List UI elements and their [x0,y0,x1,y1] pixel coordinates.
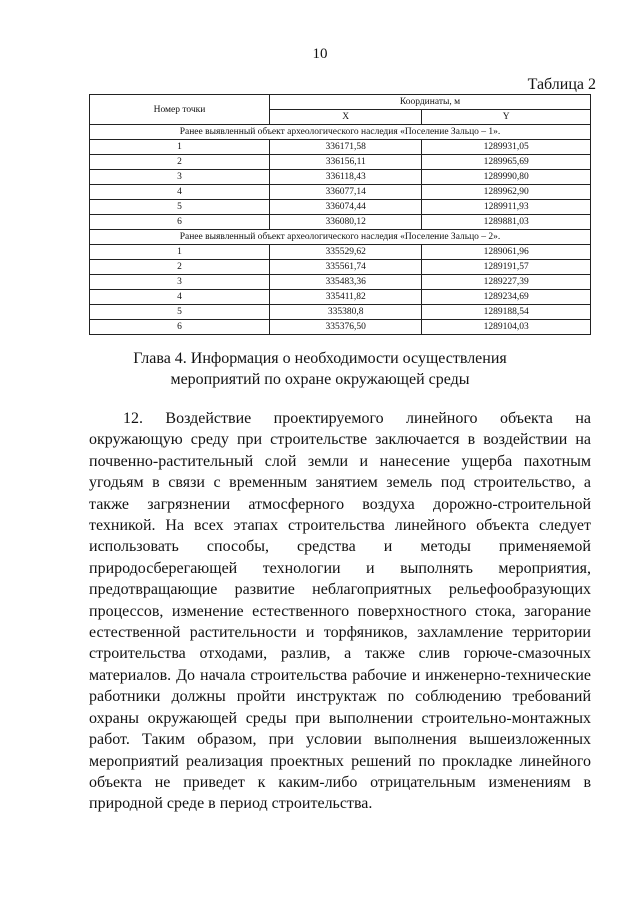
cell-point: 6 [90,215,270,230]
cell-x: 336074,44 [270,200,422,215]
cell-point: 3 [90,275,270,290]
table-row [90,320,591,335]
body-paragraph: 12. Воздействие проектируемого линейного объекта на окружающую среду при строительстве заключается в воздействии на почвенно-растительный слой земли и нанесение ущерба пахотным угодьям в связи с временным занятием земель под строительство, а также загрязнении атмосферного воздуха дорожно-строительной техникой. На всех этапах строительства линейного объекта следует использовать способы, средства и методы применяемой природосберегающей технологии и выполнять мероприятия, предотвращающие развитие неблагоприятных рельефообразующих процессов, изменение естественного поверхностного стока, загорание естественной растительности и торфяников, захламление территории строительства отходами, разлив, а также слив горюче-смазочных материалов. До начала строительства рабочие и инженерно-технические работники должны пройти инструктаж по соблюдению требований охраны окружающей среды при выполнении строительно-монтажных работ. Таким образом, при условии выполнения вышеизложенных мероприятий реализация проектных решений по прокладке линейного объекта не приведет к каким-либо отрицательным изменениям в природной среде в период строительства. [89,410,591,813]
table-row [90,305,591,320]
cell-y: 1289965,69 [422,155,591,170]
cell-point: 4 [90,185,270,200]
cell-x: 335376,50 [270,320,422,335]
cell-y: 1289911,93 [422,200,591,215]
cell-x: 336077,14 [270,185,422,200]
cell-x: 335411,82 [270,290,422,305]
table-row [90,170,591,185]
table-row [90,245,591,260]
cell-y: 1289962,90 [422,185,591,200]
cell-x: 335529,62 [270,245,422,260]
cell-x: 336156,11 [270,155,422,170]
table-row [90,290,591,305]
header-coordinates: Координаты, м [270,95,591,110]
table-row [90,215,591,230]
chapter-heading [0,348,640,390]
table-row [90,200,591,215]
cell-y: 1289990,80 [422,170,591,185]
table-row [90,275,591,290]
page-number: 10 [312,46,328,62]
cell-point: 2 [90,155,270,170]
cell-point: 5 [90,305,270,320]
cell-x: 336171,58 [270,140,422,155]
cell-y: 1289191,57 [422,260,591,275]
table-row [90,140,591,155]
section-title: Ранее выявленный объект археологического наследия «Поселение Зальцо – 2». [90,230,591,245]
table-row [90,260,591,275]
cell-point: 5 [90,200,270,215]
cell-x: 335561,74 [270,260,422,275]
cell-y: 1289061,96 [422,245,591,260]
section-title: Ранее выявленный объект археологического наследия «Поселение Зальцо – 1». [90,125,591,140]
cell-point: 2 [90,260,270,275]
table-row [90,185,591,200]
cell-x: 335483,36 [270,275,422,290]
table-caption: Таблица 2 [527,76,596,93]
cell-point: 1 [90,245,270,260]
cell-y: 1289188,54 [422,305,591,320]
cell-x: 335380,8 [270,305,422,320]
header-x: X [270,110,422,125]
cell-y: 1289234,69 [422,290,591,305]
header-point-number: Номер точки [90,95,270,125]
cell-point: 1 [90,140,270,155]
cell-y: 1289104,03 [422,320,591,335]
cell-x: 336118,43 [270,170,422,185]
header-y: Y [422,110,591,125]
table-row [90,155,591,170]
chapter-heading-line-2: мероприятий по охране окружающей среды [170,371,470,388]
cell-y: 1289931,05 [422,140,591,155]
cell-point: 4 [90,290,270,305]
cell-y: 1289227,39 [422,275,591,290]
cell-point: 3 [90,170,270,185]
chapter-heading-line-1: Глава 4. Информация о необходимости осуществления [133,350,507,367]
cell-y: 1289881,03 [422,215,591,230]
coordinates-table [89,94,591,335]
cell-x: 336080,12 [270,215,422,230]
cell-point: 6 [90,320,270,335]
